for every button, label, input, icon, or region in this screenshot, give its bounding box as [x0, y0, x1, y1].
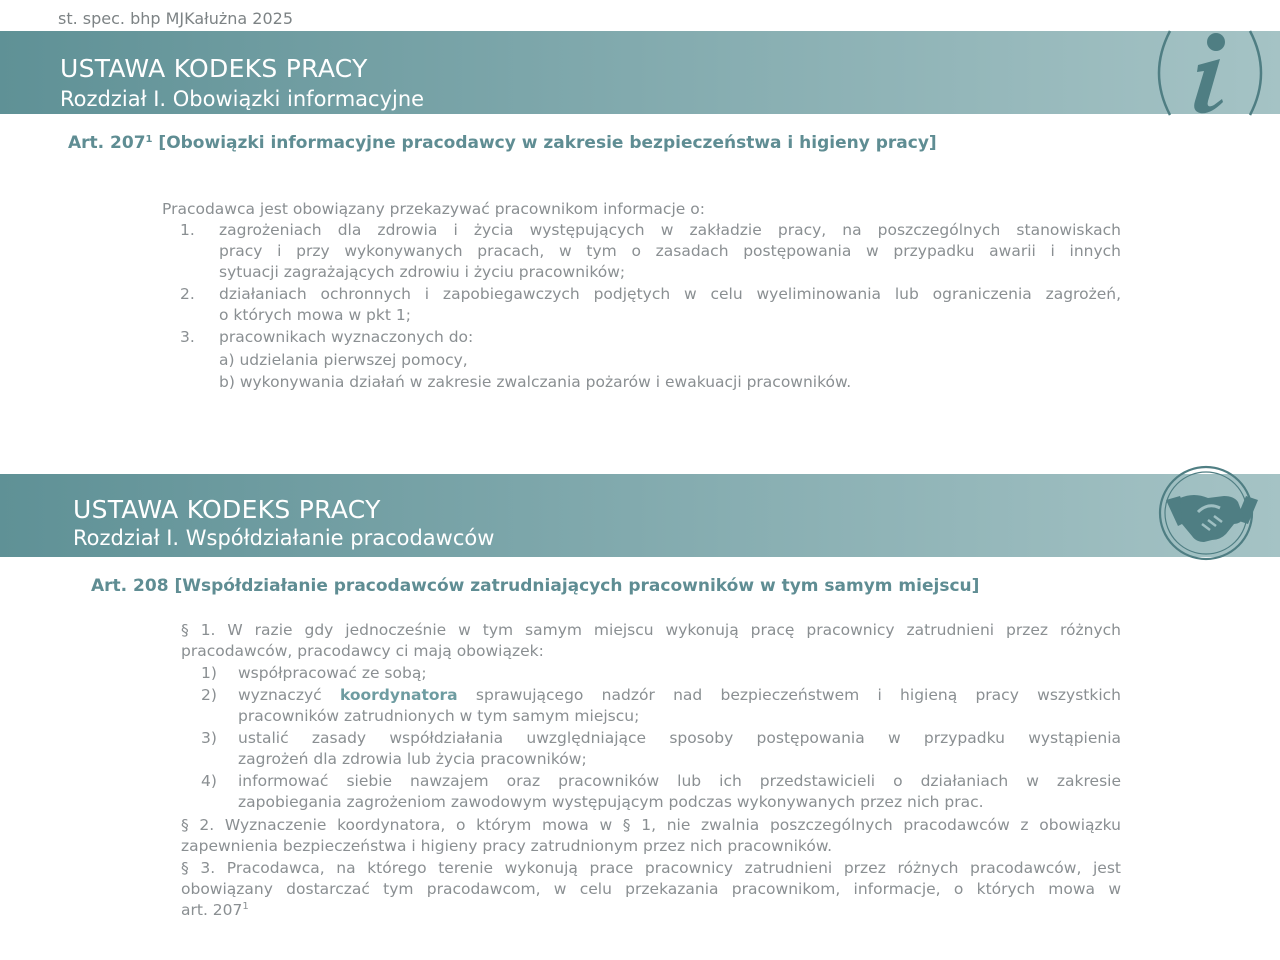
koordynator-keyword: koordynatora	[339, 686, 458, 704]
list-item-text: zagrożeń dla zdrowia lub życia pracowników;	[238, 750, 587, 768]
list-item-text: działaniach ochronnych i zapobiegawczych podjętych w celu wyeliminowania lub ograniczenia zagrożeń,	[219, 285, 1121, 303]
paragraph-2-text: § 2. Wyznaczenie koordynatora, o którym mowa w § 1, nie zwalnia poszczególnych pracodawców z obowiązku	[181, 816, 1121, 834]
list-item-text-segment: sprawującego nadzór nad bezpieczeństwem i higieną pracy wszystkich	[457, 686, 1121, 704]
list-item-number: 4)	[201, 772, 217, 790]
list-item-text: pracy i przy wykonywanych pracach, w tym o zasadach postępowania w przypadku awarii i innych	[219, 242, 1121, 260]
handshake-icon	[1150, 468, 1270, 564]
section2-subtitle: Rozdział I. Współdziałanie pracodawców	[73, 526, 495, 550]
list-item-text: o których mowa w pkt 1;	[219, 306, 411, 324]
paragraph-3-text	[181, 900, 249, 921]
list-item-text-segment: wyznaczyć	[238, 686, 340, 704]
paragraph-3-text: § 3. Pracodawca, na którego terenie wykonują prace pracownicy zatrudnieni przez różnych pracodawców, jest	[181, 859, 1121, 877]
info-icon	[1148, 25, 1272, 121]
list-item-number: 3.	[180, 328, 195, 346]
list-subitem-a: a) udzielania pierwszej pomocy,	[219, 351, 468, 369]
list-item-text: zagrożeniach dla zdrowia i życia występujących w zakładzie pracy, na poszczególnych stanowiskach	[219, 221, 1121, 239]
article-207-heading	[68, 133, 937, 153]
author-credit: st. spec. bhp MJKałużna 2025	[58, 9, 293, 28]
list-item-number: 3)	[201, 729, 217, 747]
list-item-text	[238, 685, 1121, 706]
list-item-text: współpracować ze sobą;	[238, 664, 427, 682]
list-subitem-b: b) wykonywania działań w zakresie zwalczania pożarów i ewakuacji pracowników.	[219, 373, 852, 391]
paragraph-2-text: zapewnienia bezpieczeństwa i higieny pracy zatrudnionym przez nich pracowników.	[181, 837, 833, 855]
paragraph-3-reference: art. 207	[181, 901, 243, 919]
article-207-superscript: 1	[145, 134, 153, 145]
list-item-text: pracowników zatrudnionych w tym samym miejscu;	[238, 707, 640, 725]
list-item-text: sytuacji zagrażających zdrowiu i życiu pracowników;	[219, 263, 626, 281]
list-item-text: zapobiegania zagrożeniom zawodowym występującym podczas wykonywanych przez nich prac.	[238, 793, 984, 811]
list-item-number: 1.	[180, 221, 195, 239]
list-item-number: 2)	[201, 686, 217, 704]
section2-banner	[0, 474, 1280, 557]
list-item-number: 1)	[201, 664, 217, 682]
list-item-text: pracownikach wyznaczonych do:	[219, 328, 474, 346]
article-207-number: Art. 207	[68, 133, 146, 153]
paragraph-3-text: obowiązany dostarczać tym pracodawcom, w celu przekazania pracownikom, informacje, o których mowa w	[181, 880, 1121, 898]
article-208-heading: Art. 208 [Współdziałanie pracodawców zatrudniających pracowników w tym samym miejscu]	[91, 576, 980, 596]
list-item-text: ustalić zasady współdziałania uwzględniające sposoby postępowania w przypadku wystąpienia	[238, 729, 1121, 747]
paragraph-1-text: § 1. W razie gdy jednocześnie w tym samym miejscu wykonują pracę pracownicy zatrudnieni przez różnych	[181, 621, 1121, 639]
section2-title: USTAWA KODEKS PRACY	[73, 495, 381, 524]
paragraph-3-superscript: 1	[242, 901, 249, 912]
section1-subtitle: Rozdział I. Obowiązki informacyjne	[60, 87, 425, 111]
paragraph-1-text: pracodawców, pracodawcy ci mają obowiązek:	[181, 642, 544, 660]
section1-intro: Pracodawca jest obowiązany przekazywać pracownikom informacje o:	[162, 200, 705, 218]
section1-title: USTAWA KODEKS PRACY	[60, 54, 368, 83]
article-207-title: [Obowiązki informacyjne pracodawcy w zakresie bezpieczeństwa i higieny pracy]	[152, 133, 937, 153]
section1-banner	[0, 31, 1280, 114]
list-item-text: informować siebie nawzajem oraz pracowników lub ich przedstawicieli o działaniach w zakresie	[238, 772, 1121, 790]
list-item-number: 2.	[180, 285, 195, 303]
